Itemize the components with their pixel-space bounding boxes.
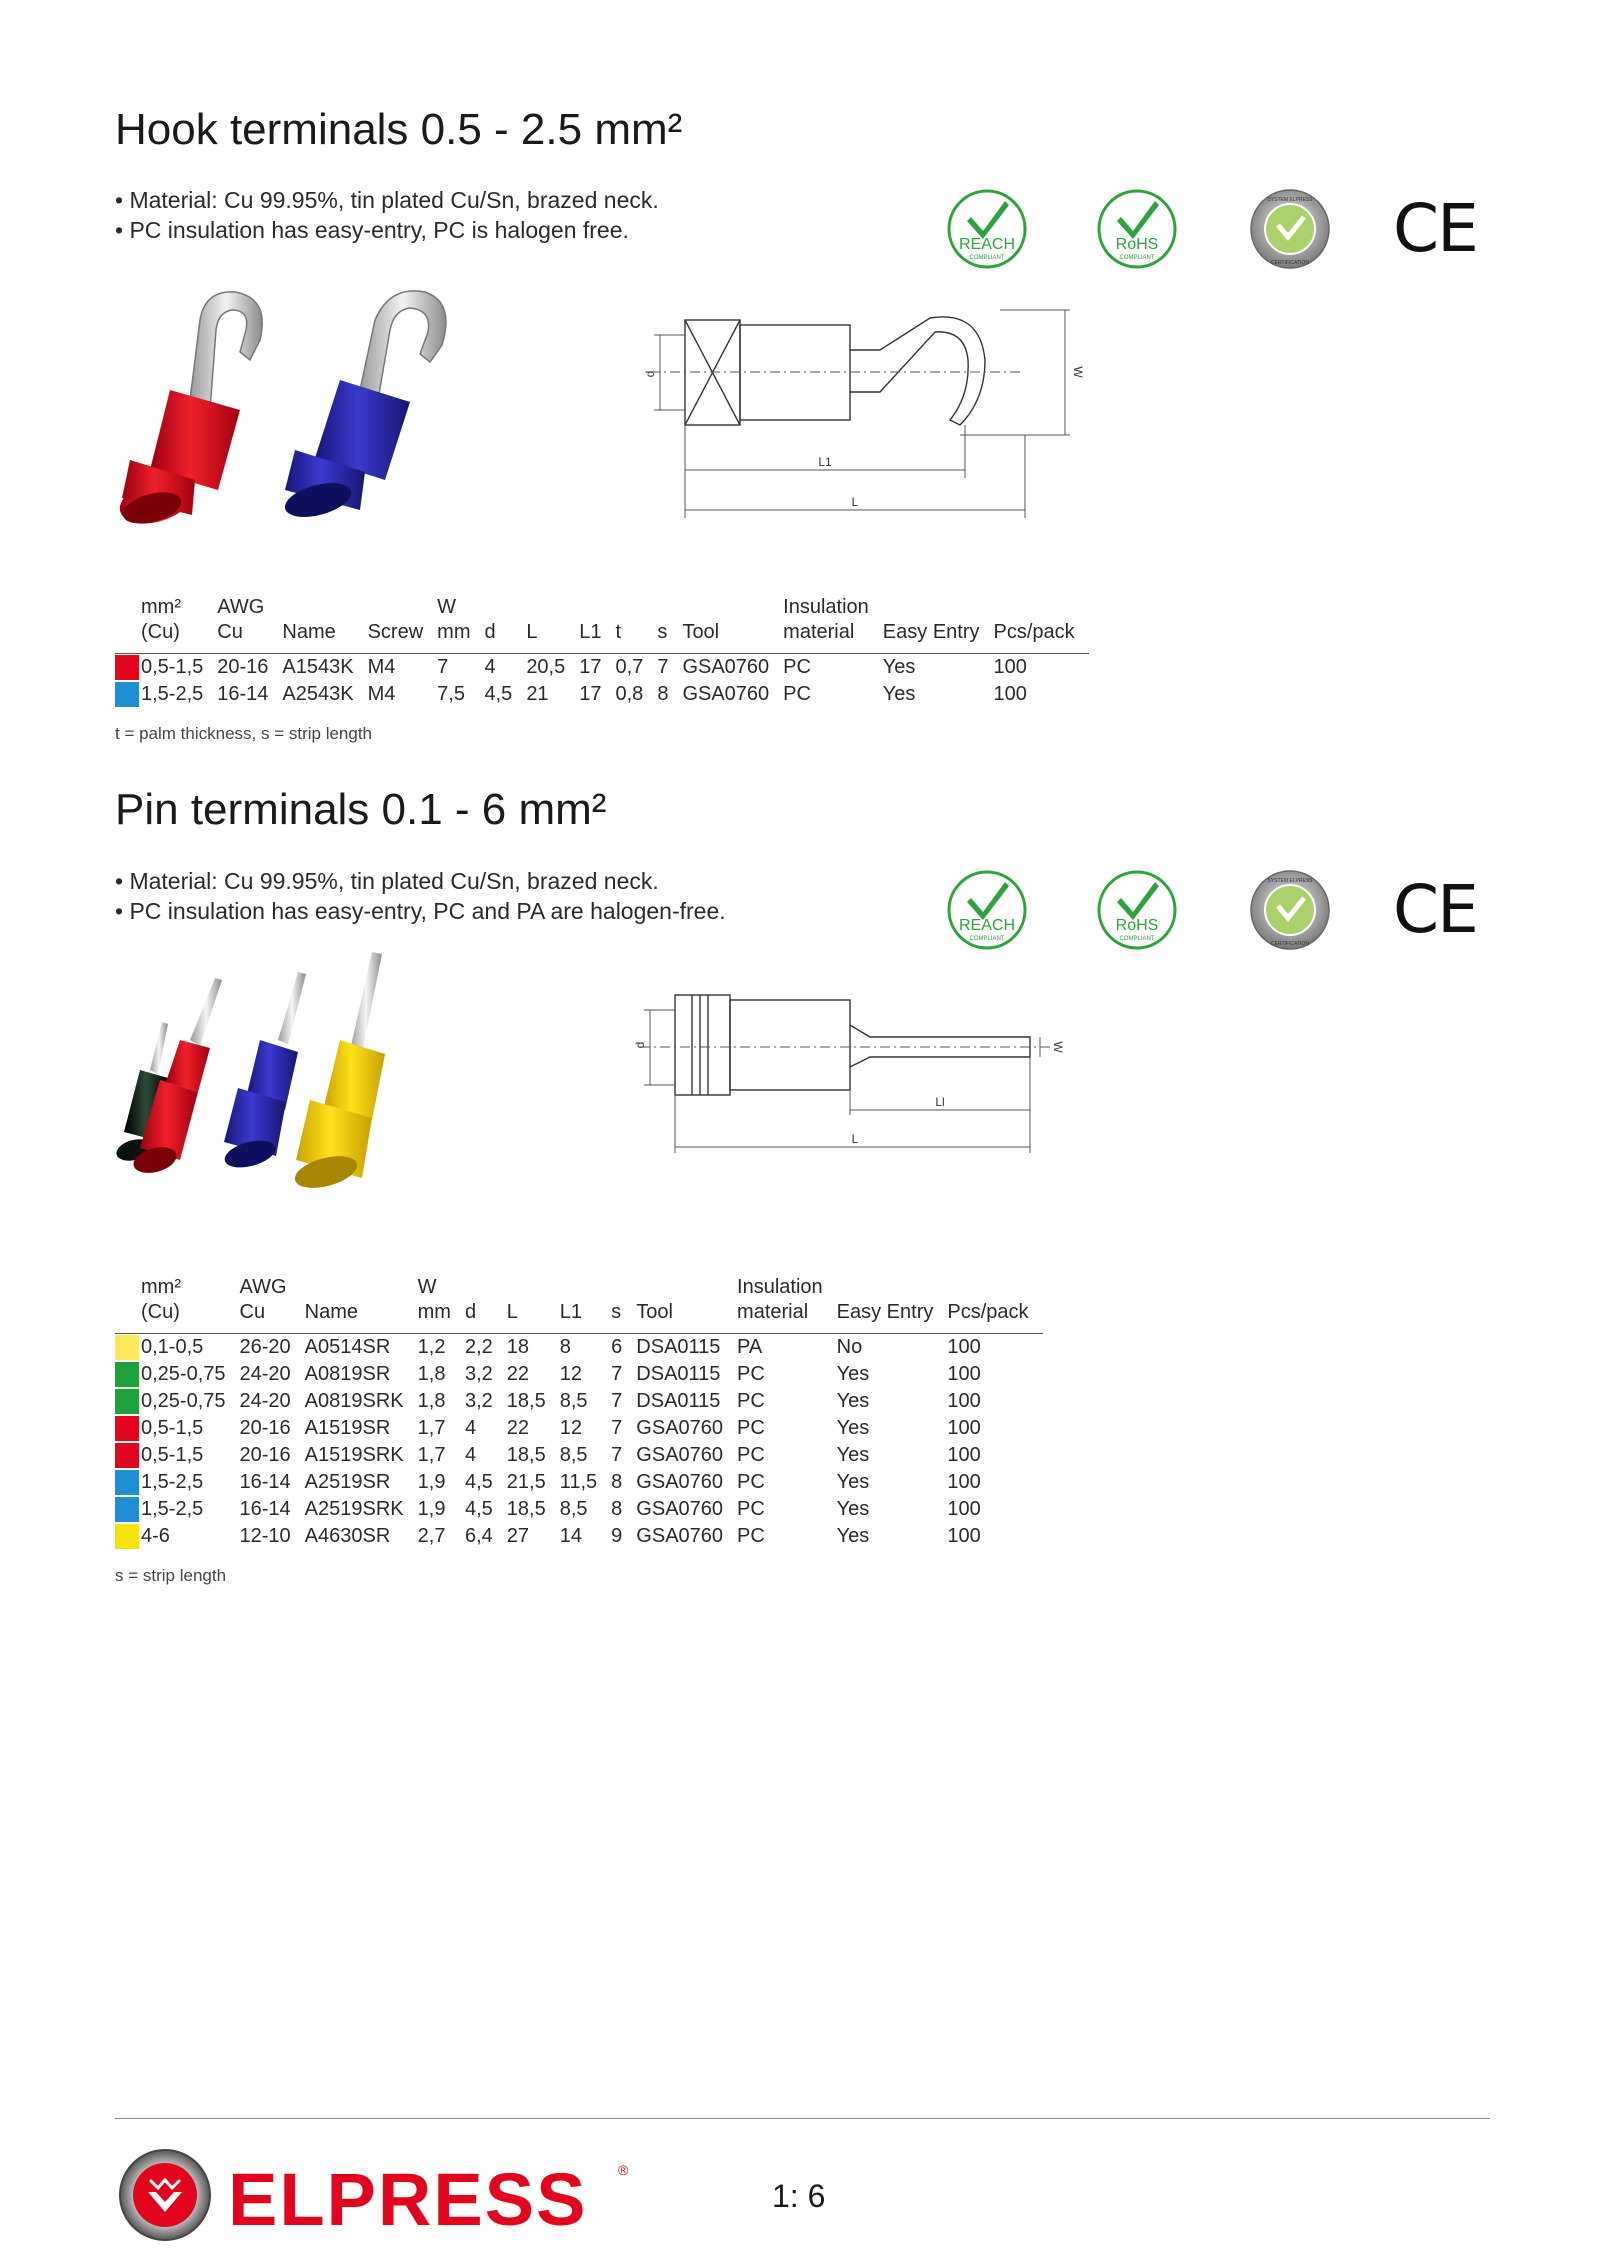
- table-cell: 8: [559, 1336, 571, 1358]
- page-number: 1: 6: [772, 2178, 826, 2214]
- table-cell: GSA0760: [636, 1525, 724, 1547]
- column-header: [485, 595, 527, 654]
- column-header: [947, 1275, 1042, 1334]
- hook-bullets: [115, 185, 659, 245]
- column-header-line-2: mm: [417, 1301, 451, 1323]
- table-cell: 3,2: [464, 1363, 493, 1385]
- seal-top-text: SYSTEM ELPRESS: [1267, 197, 1313, 203]
- color-swatch-cell: [115, 1496, 141, 1523]
- table-cell: 7: [611, 1363, 623, 1385]
- color-swatch: [115, 1443, 139, 1468]
- rohs-sub-label: COMPLIANT: [1119, 255, 1155, 261]
- table-cell: GSA0760: [636, 1417, 724, 1439]
- table-cell: PC: [737, 1525, 765, 1547]
- color-swatch-cell: [115, 1334, 141, 1362]
- table-cell: 8: [611, 1498, 623, 1520]
- column-header-line-2: material: [737, 1301, 809, 1323]
- pin-table-header: [115, 1275, 1043, 1334]
- table-cell: 1,9: [417, 1498, 446, 1520]
- table-cell: 18,5: [506, 1498, 546, 1520]
- table-cell: 1,5-2,5: [141, 1498, 204, 1520]
- pin-dim-w: W: [1051, 1041, 1065, 1053]
- table-cell: 4: [464, 1417, 477, 1439]
- table-cell: 12-10: [239, 1525, 291, 1547]
- table-cell: 0,25-0,75: [141, 1363, 226, 1385]
- table-row: [115, 1523, 1043, 1550]
- table-cell: Yes: [836, 1417, 870, 1439]
- table-cell: No: [836, 1336, 863, 1358]
- table-cell: 9: [611, 1525, 623, 1547]
- table-cell: 6: [611, 1336, 623, 1358]
- hook-bullet-2: • PC insulation has easy-entry, PC is halogen free.: [115, 215, 659, 245]
- column-header-line-1: s: [657, 621, 668, 643]
- column-header: [465, 1275, 507, 1334]
- pin-bullets: [115, 866, 726, 926]
- table-cell: 20-16: [217, 656, 269, 678]
- table-cell: 100: [947, 1444, 981, 1466]
- table-cell: DSA0115: [636, 1336, 721, 1358]
- pin-bullet-1: • Material: Cu 99.95%, tin plated Cu/Sn, brazed neck.: [115, 866, 726, 896]
- column-header-line-1: d: [484, 621, 496, 643]
- column-header-line-1: Insulation: [737, 1276, 823, 1298]
- table-cell: PC: [737, 1471, 765, 1493]
- table-cell: 0,8: [615, 683, 644, 705]
- column-header-line-1: Easy Entry: [836, 1301, 934, 1323]
- pin-bullet-2: • PC insulation has easy-entry, PC and PA are halogen-free.: [115, 896, 726, 926]
- column-header: [305, 1275, 418, 1334]
- table-cell: 20-16: [239, 1417, 291, 1439]
- table-cell: A1519SRK: [304, 1444, 404, 1466]
- table-cell: PC: [783, 656, 811, 678]
- reach-label: REACH: [958, 236, 1016, 253]
- column-header: [579, 595, 615, 654]
- column-header-line-1: mm²: [141, 1276, 181, 1298]
- column-header-line-1: mm²: [141, 596, 181, 618]
- table-row: [115, 1415, 1043, 1442]
- reach-label: REACH: [958, 917, 1016, 934]
- table-cell: 16-14: [239, 1471, 291, 1493]
- column-header-line-1: L: [506, 1301, 518, 1323]
- table-cell: 22: [506, 1417, 530, 1439]
- column-header-line-1: Name: [282, 621, 336, 643]
- table-cell: GSA0760: [636, 1471, 724, 1493]
- table-cell: 4: [464, 1444, 477, 1466]
- table-row: [115, 681, 1089, 708]
- table-cell: 3,2: [464, 1390, 493, 1412]
- table-cell: 1,7: [417, 1417, 446, 1439]
- table-cell: 12: [559, 1417, 582, 1439]
- table-cell: 7: [611, 1444, 623, 1466]
- seal-top-text: SYSTEM ELPRESS: [1267, 878, 1313, 884]
- table-cell: 20-16: [239, 1444, 291, 1466]
- certification-seal-icon: [1248, 868, 1332, 952]
- table-row: [115, 1496, 1043, 1523]
- table-cell: 18: [506, 1336, 530, 1358]
- ce-mark-icon: CE: [1393, 190, 1477, 267]
- column-header-line-1: L: [526, 621, 538, 643]
- rohs-label: RoHS: [1115, 236, 1159, 253]
- column-header: [611, 1275, 636, 1334]
- ce-mark-icon: CE: [1393, 871, 1477, 948]
- column-header: [240, 1275, 305, 1334]
- column-header: [141, 1275, 240, 1334]
- table-cell: 100: [947, 1525, 981, 1547]
- table-cell: 24-20: [239, 1390, 291, 1412]
- pin-technical-drawing: [630, 985, 1090, 1160]
- column-header-line-1: t: [615, 621, 622, 643]
- table-cell: 1,5-2,5: [141, 683, 204, 705]
- column-header: [437, 595, 484, 654]
- table-cell: PC: [737, 1363, 765, 1385]
- color-swatch: [115, 1470, 139, 1495]
- color-swatch-cell: [115, 1523, 141, 1550]
- seal-bottom-text: CERTIFICATION: [1271, 941, 1309, 947]
- table-cell: M4: [367, 683, 396, 705]
- hook-dim-d: d: [643, 370, 657, 378]
- hook-dim-l: L: [851, 495, 859, 509]
- table-cell: 1,2: [417, 1336, 446, 1358]
- table-cell: 0,1-0,5: [141, 1336, 204, 1358]
- hook-cert-badges: [945, 187, 1485, 277]
- column-header: [526, 595, 579, 654]
- table-cell: 26-20: [239, 1336, 291, 1358]
- column-header-line-1: Tool: [682, 621, 720, 643]
- table-cell: 2,2: [464, 1336, 493, 1358]
- table-cell: A2519SR: [304, 1471, 391, 1493]
- color-swatch: [115, 682, 139, 707]
- table-cell: 8,5: [559, 1390, 588, 1412]
- table-cell: 100: [947, 1390, 981, 1412]
- table-cell: Yes: [836, 1444, 870, 1466]
- column-header: [737, 1275, 837, 1334]
- column-header-line-1: Name: [304, 1301, 359, 1323]
- reach-sub-label: COMPLIANT: [969, 255, 1005, 261]
- table-cell: 0,5-1,5: [141, 1444, 204, 1466]
- table-cell: 100: [993, 683, 1027, 705]
- column-header: [282, 595, 367, 654]
- column-header-line-1: AWG: [239, 1276, 287, 1298]
- pin-cert-badges: [945, 868, 1485, 958]
- rohs-label: RoHS: [1115, 917, 1159, 934]
- color-swatch-cell: [115, 1361, 141, 1388]
- table-cell: 7: [611, 1417, 623, 1439]
- table-row: [115, 1388, 1043, 1415]
- hook-table-body: [115, 654, 1089, 709]
- table-cell: 0,25-0,75: [141, 1390, 226, 1412]
- table-cell: 17: [579, 656, 602, 678]
- certification-seal-icon: [1248, 187, 1332, 271]
- color-swatch: [115, 1416, 139, 1441]
- table-cell: 100: [947, 1417, 981, 1439]
- table-cell: 4: [484, 656, 496, 678]
- table-cell: 2,7: [417, 1525, 446, 1547]
- table-cell: Yes: [836, 1390, 870, 1412]
- table-cell: 8: [611, 1471, 623, 1493]
- column-header-line-2: mm: [437, 621, 471, 643]
- table-cell: A0819SR: [304, 1363, 391, 1385]
- table-cell: A2519SRK: [304, 1498, 404, 1520]
- column-header: [636, 1275, 737, 1334]
- pin-dim-l: L: [851, 1132, 859, 1146]
- pin-table-body: [115, 1334, 1043, 1551]
- table-cell: GSA0760: [636, 1498, 724, 1520]
- table-cell: 7: [611, 1390, 623, 1412]
- table-cell: Yes: [836, 1525, 870, 1547]
- table-cell: 0,5-1,5: [141, 1417, 204, 1439]
- column-header-line-1: Screw: [367, 621, 424, 643]
- logo-registered-mark: ®: [618, 2162, 629, 2178]
- table-cell: A0819SRK: [304, 1390, 404, 1412]
- column-header: [418, 1275, 465, 1334]
- table-cell: PC: [737, 1390, 765, 1412]
- table-cell: 4-6: [141, 1525, 170, 1547]
- table-row: [115, 1469, 1043, 1496]
- table-cell: 100: [947, 1498, 981, 1520]
- table-cell: 1,7: [417, 1444, 446, 1466]
- pin-product-photo: [110, 960, 580, 1200]
- column-header-line-2: Cu: [217, 621, 243, 643]
- table-cell: 0,7: [615, 656, 644, 678]
- color-swatch-cell: [115, 1415, 141, 1442]
- table-cell: 16-14: [239, 1498, 291, 1520]
- table-cell: 8: [657, 683, 669, 705]
- column-header-line-1: Easy Entry: [882, 621, 980, 643]
- table-cell: GSA0760: [682, 656, 770, 678]
- table-cell: Yes: [882, 656, 916, 678]
- rohs-icon: [1095, 868, 1179, 952]
- seal-bottom-text: CERTIFICATION: [1271, 260, 1309, 266]
- column-header: [217, 595, 282, 654]
- rohs-sub-label: COMPLIANT: [1119, 936, 1155, 942]
- swatch-column-header: [115, 595, 141, 654]
- table-cell: 11,5: [559, 1471, 598, 1493]
- reach-sub-label: COMPLIANT: [969, 936, 1005, 942]
- table-cell: 21,5: [506, 1471, 546, 1493]
- column-header: [682, 595, 783, 654]
- column-header-line-1: W: [417, 1276, 437, 1298]
- reach-icon: [945, 187, 1029, 271]
- table-cell: 1,8: [417, 1390, 446, 1412]
- color-swatch-cell: [115, 1442, 141, 1469]
- table-row: [115, 1442, 1043, 1469]
- table-cell: A1543K: [282, 656, 354, 678]
- column-header-line-1: s: [611, 1301, 622, 1323]
- column-header: [783, 595, 883, 654]
- column-header-line-2: Cu: [239, 1301, 266, 1323]
- pin-dim-d: d: [633, 1041, 647, 1049]
- table-cell: 6,4: [464, 1525, 493, 1547]
- rohs-icon: [1095, 187, 1179, 271]
- color-swatch: [115, 1389, 139, 1414]
- table-cell: 27: [506, 1525, 530, 1547]
- table-cell: PA: [737, 1336, 763, 1358]
- column-header-line-2: (Cu): [141, 621, 180, 643]
- table-cell: 18,5: [506, 1444, 546, 1466]
- table-cell: 12: [559, 1363, 582, 1385]
- hook-bullet-1: • Material: Cu 99.95%, tin plated Cu/Sn, brazed neck.: [115, 185, 659, 215]
- table-cell: 4,5: [464, 1471, 493, 1493]
- table-cell: 22: [506, 1363, 530, 1385]
- color-swatch-cell: [115, 681, 141, 708]
- table-cell: A4630SR: [304, 1525, 391, 1547]
- column-header: [657, 595, 682, 654]
- table-row: [115, 1361, 1043, 1388]
- table-cell: 24-20: [239, 1363, 291, 1385]
- pin-note: s = strip length: [115, 1566, 227, 1585]
- column-header-line-1: L1: [559, 1301, 582, 1323]
- footer-divider: [115, 2118, 1490, 2119]
- table-cell: 7: [657, 656, 669, 678]
- pin-spec-table: [115, 1275, 1043, 1550]
- column-header-line-1: Tool: [636, 1301, 673, 1323]
- color-swatch: [115, 1335, 139, 1360]
- table-cell: PC: [737, 1444, 765, 1466]
- column-header-line-2: (Cu): [141, 1301, 180, 1323]
- color-swatch: [115, 1524, 139, 1549]
- table-cell: 100: [947, 1363, 981, 1385]
- color-swatch-cell: [115, 1469, 141, 1496]
- table-cell: GSA0760: [682, 683, 770, 705]
- table-cell: M4: [367, 656, 396, 678]
- hook-spec-table: [115, 595, 1089, 708]
- hook-dim-l1: L1: [818, 455, 832, 469]
- hook-table-header: [115, 595, 1089, 654]
- table-cell: GSA0760: [636, 1444, 724, 1466]
- color-swatch-cell: [115, 1388, 141, 1415]
- column-header-line-1: Pcs/pack: [993, 621, 1075, 643]
- table-cell: 100: [993, 656, 1027, 678]
- column-header-line-1: AWG: [217, 596, 265, 618]
- hook-product-photo: [110, 280, 500, 560]
- table-cell: 21: [526, 683, 549, 705]
- column-header: [883, 595, 994, 654]
- hook-dim-w: W: [1071, 366, 1085, 378]
- swatch-column-header: [115, 1275, 141, 1334]
- hook-note: t = palm thickness, s = strip length: [115, 724, 373, 743]
- reach-icon: [945, 868, 1029, 952]
- table-cell: 4,5: [464, 1498, 493, 1520]
- column-header-line-1: d: [464, 1301, 477, 1323]
- column-header: [368, 595, 438, 654]
- color-swatch-cell: [115, 654, 141, 682]
- column-header: [616, 595, 658, 654]
- column-header: [507, 1275, 560, 1334]
- color-swatch: [115, 1362, 139, 1387]
- table-cell: 8,5: [559, 1498, 588, 1520]
- table-row: [115, 654, 1089, 682]
- table-cell: A0514SR: [304, 1336, 391, 1358]
- table-cell: Yes: [836, 1498, 870, 1520]
- pin-title: Pin terminals 0.1 - 6 mm²: [115, 785, 607, 834]
- column-header-line-1: L1: [579, 621, 602, 643]
- column-header: [994, 595, 1089, 654]
- table-cell: 18,5: [506, 1390, 546, 1412]
- table-cell: A2543K: [282, 683, 354, 705]
- table-cell: PC: [737, 1417, 765, 1439]
- logo-wordmark: ELPRESS: [228, 2158, 588, 2241]
- column-header-line-1: Pcs/pack: [947, 1301, 1029, 1323]
- hook-title: Hook terminals 0.5 - 2.5 mm²: [115, 105, 683, 154]
- table-cell: 100: [947, 1471, 981, 1493]
- table-cell: 1,5-2,5: [141, 1471, 204, 1493]
- table-cell: 4,5: [484, 683, 513, 705]
- column-header: [837, 1275, 948, 1334]
- table-cell: Yes: [882, 683, 916, 705]
- table-cell: A1519SR: [304, 1417, 391, 1439]
- table-cell: DSA0115: [636, 1363, 721, 1385]
- table-cell: 7,5: [437, 683, 465, 705]
- table-cell: 7: [437, 656, 449, 678]
- table-cell: 17: [579, 683, 602, 705]
- table-cell: 8,5: [559, 1444, 588, 1466]
- table-cell: 16-14: [217, 683, 269, 705]
- table-cell: 14: [559, 1525, 582, 1547]
- color-swatch: [115, 1497, 139, 1522]
- table-cell: PC: [783, 683, 811, 705]
- color-swatch: [115, 655, 139, 680]
- table-cell: DSA0115: [636, 1390, 721, 1412]
- column-header: [560, 1275, 611, 1334]
- column-header-line-2: material: [783, 621, 855, 643]
- table-cell: 1,8: [417, 1363, 446, 1385]
- column-header-line-1: W: [437, 596, 457, 618]
- table-cell: 0,5-1,5: [141, 656, 204, 678]
- table-cell: Yes: [836, 1471, 870, 1493]
- elpress-logo: [118, 2140, 638, 2250]
- table-cell: PC: [737, 1498, 765, 1520]
- table-cell: 100: [947, 1336, 981, 1358]
- table-cell: 1,9: [417, 1471, 446, 1493]
- table-cell: 20,5: [526, 656, 566, 678]
- table-row: [115, 1334, 1043, 1362]
- hook-technical-drawing: [640, 300, 1085, 530]
- column-header: [141, 595, 217, 654]
- pin-dim-l1: Ll: [935, 1095, 945, 1109]
- table-cell: Yes: [836, 1363, 870, 1385]
- column-header-line-1: Insulation: [783, 596, 869, 618]
